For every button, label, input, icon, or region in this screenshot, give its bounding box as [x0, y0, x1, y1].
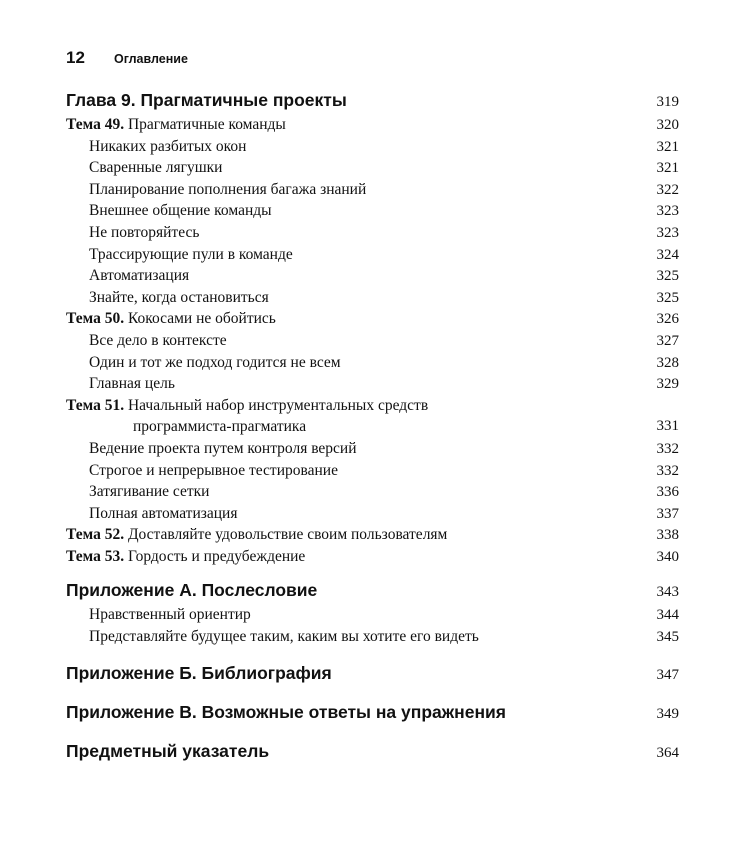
chapter-9-entry[interactable] — [66, 90, 679, 116]
section-title: Представляйте будущее таким, каким вы хотите его видеть — [89, 628, 479, 646]
section-title: Планирование пополнения багажа знаний — [89, 180, 367, 198]
section-entry[interactable] — [66, 224, 679, 246]
section-page: 344 — [656, 607, 679, 624]
section-title: Полная автоматизация — [89, 504, 238, 522]
section-entry[interactable] — [66, 505, 679, 527]
appendix-c-entry[interactable] — [66, 702, 679, 728]
topic-page: 320 — [656, 117, 679, 133]
section-entry[interactable] — [66, 440, 679, 462]
page-header — [66, 48, 679, 70]
topic-title: Прагматичные команды — [124, 116, 286, 133]
chapter-title: Приложение В. Возможные ответы на упражнения — [66, 701, 506, 722]
topic-50-entry[interactable] — [66, 310, 679, 332]
topic-page: 326 — [656, 311, 679, 328]
topic-label: Тема 53. — [66, 547, 125, 565]
topic-label: Тема 51. — [66, 396, 125, 414]
section-entry[interactable] — [66, 289, 679, 311]
section-page: 323 — [656, 203, 679, 220]
section-title: Никаких разбитых окон — [89, 137, 247, 155]
topic-53-entry[interactable] — [66, 548, 679, 570]
chapter-page: 319 — [656, 94, 679, 110]
section-title: Один и тот же подход годится не всем — [89, 353, 341, 371]
section-entry[interactable] — [66, 375, 679, 397]
topic-title: Кокосами не обойтись — [124, 310, 276, 328]
section-page: 336 — [656, 484, 679, 501]
section-entry[interactable] — [66, 138, 679, 160]
section-page: 337 — [656, 505, 679, 522]
section-page: 345 — [656, 629, 679, 646]
section-title: Трассирующие пули в команде — [89, 245, 293, 263]
section-page: 325 — [656, 289, 679, 306]
section-page: 324 — [656, 246, 679, 263]
topic-label: Тема 52. — [66, 526, 125, 544]
section-page: 323 — [656, 224, 679, 241]
topic-49-entry[interactable] — [66, 116, 679, 138]
topic-page: 340 — [656, 548, 679, 565]
running-title: Оглавление — [114, 52, 188, 66]
section-entry[interactable] — [66, 267, 679, 289]
chapter-page: 343 — [656, 584, 679, 601]
section-title: Затягивание сетки — [89, 483, 210, 501]
topic-page: 331 — [656, 418, 679, 435]
appendix-b-entry[interactable] — [66, 663, 679, 689]
section-page: 322 — [656, 181, 679, 198]
chapter-page: 347 — [656, 666, 679, 683]
section-entry[interactable] — [66, 483, 679, 505]
section-title: Автоматизация — [89, 267, 190, 285]
chapter-page: 349 — [656, 705, 679, 722]
section-page: 328 — [656, 354, 679, 371]
section-title: Все дело в контексте — [89, 331, 227, 349]
section-entry[interactable] — [66, 332, 679, 354]
topic-title: Доставляйте удовольствие своим пользователям — [124, 526, 448, 544]
chapter-title: Предметный указатель — [66, 740, 270, 761]
section-entry[interactable] — [66, 246, 679, 268]
index-entry[interactable] — [66, 741, 679, 767]
topic-51-entry[interactable] — [66, 397, 679, 440]
section-title: Не повторяйтесь — [89, 223, 200, 241]
chapter-page: 364 — [656, 744, 679, 761]
toc-page — [66, 48, 679, 767]
page-number: 12 — [66, 48, 85, 67]
section-entry[interactable] — [66, 202, 679, 224]
section-entry[interactable] — [66, 462, 679, 484]
section-entry[interactable] — [66, 159, 679, 181]
section-title: Нравственный ориентир — [89, 606, 251, 624]
section-entry[interactable] — [66, 606, 679, 628]
topic-page: 338 — [656, 527, 679, 544]
section-title: Сваренные лягушки — [89, 159, 223, 177]
topic-title: Начальный набор инструментальных средств — [124, 396, 429, 414]
appendix-a-entry[interactable] — [66, 580, 679, 606]
chapter-title: Приложение Б. Библиография — [66, 662, 332, 683]
section-page: 332 — [656, 462, 679, 479]
section-entry[interactable] — [66, 181, 679, 203]
topic-title-continued: программиста-прагматика — [133, 418, 307, 436]
section-title: Знайте, когда остановиться — [89, 288, 269, 306]
section-title: Главная цель — [89, 375, 175, 393]
section-entry[interactable] — [66, 354, 679, 376]
section-page: 327 — [656, 332, 679, 349]
section-entry[interactable] — [66, 628, 679, 650]
chapter-title: Глава 9. Прагматичные проекты — [66, 90, 347, 110]
section-page: 325 — [656, 268, 679, 285]
section-page: 321 — [656, 160, 679, 177]
topic-title: Гордость и предубеждение — [124, 547, 306, 565]
topic-label: Тема 49. — [66, 116, 125, 133]
topic-52-entry[interactable] — [66, 526, 679, 548]
section-title: Ведение проекта путем контроля версий — [89, 439, 357, 457]
section-title: Строгое и непрерывное тестирование — [89, 461, 338, 479]
section-page: 329 — [656, 376, 679, 393]
chapter-title: Приложение А. Послесловие — [66, 580, 318, 601]
topic-label: Тема 50. — [66, 310, 125, 328]
section-page: 332 — [656, 440, 679, 457]
section-page: 321 — [656, 138, 679, 155]
section-title: Внешнее общение команды — [89, 202, 272, 220]
